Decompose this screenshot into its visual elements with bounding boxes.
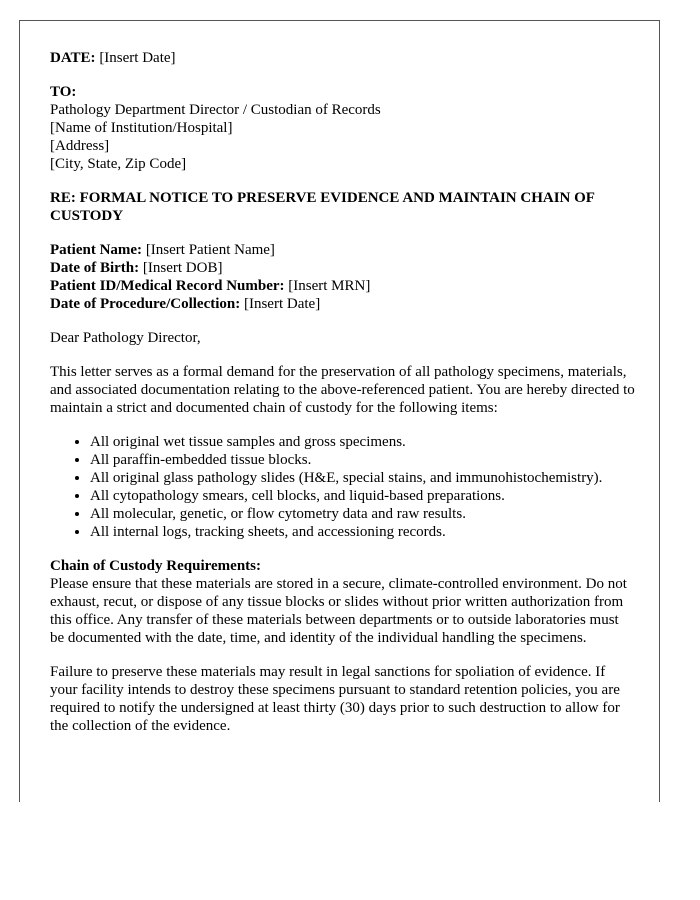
patient-info-value: [Insert Patient Name] [145, 242, 275, 258]
to-label: TO: [50, 84, 77, 100]
patient-info-value: [Insert DOB] [142, 260, 223, 276]
date-line [50, 49, 635, 67]
patient-info-block [50, 241, 635, 313]
subject-line [50, 189, 635, 225]
patient-info-label: Patient Name: [50, 242, 143, 258]
list-item: • All original glass pathology slides (H&E, special stains, and immunohistochemistry). [90, 469, 635, 487]
letter-body [50, 49, 635, 751]
patient-info-row [50, 295, 635, 313]
patient-info-label: Patient ID/Medical Record Number: [50, 278, 285, 294]
recipient-block [50, 83, 635, 173]
list-item: • All internal logs, tracking sheets, and accessioning records. [90, 523, 635, 541]
list-item: • All molecular, genetic, or flow cytometry data and raw results. [90, 505, 635, 523]
letter-page [19, 20, 660, 802]
patient-info-value: [Insert MRN] [288, 278, 371, 294]
recipient-line: [Name of Institution/Hospital] [50, 120, 233, 136]
chain-of-custody-section [50, 557, 635, 647]
list-item: • All cytopathology smears, cell blocks, and liquid-based preparations. [90, 487, 635, 505]
patient-info-value: [Insert Date] [243, 296, 321, 312]
recipient-line: [City, State, Zip Code] [50, 156, 187, 172]
patient-info-row [50, 259, 635, 277]
preservation-items-list [50, 433, 635, 541]
patient-info-label: Date of Procedure/Collection: [50, 296, 241, 312]
salutation: Dear Pathology Director, [50, 330, 201, 346]
intro-paragraph: This letter serves as a formal demand for the preservation of all pathology specimens, materials, and associated documentation relating to the above-referenced patient. You are hereby directed to maintain a strict and documented chain of custody for the following items: [50, 364, 635, 416]
patient-info-row [50, 241, 635, 259]
date-label: DATE: [50, 50, 96, 66]
recipient-line: [Address] [50, 138, 110, 154]
chain-heading: Chain of Custody Requirements: [50, 558, 261, 574]
closing-paragraph: Failure to preserve these materials may result in legal sanctions for spoliation of evidence. If your facility intends to destroy these specimens pursuant to standard retention policies, you are required to notify the undersigned at least thirty (30) days prior to such destruction to allow for the collection of the evidence. [50, 664, 620, 734]
list-item: • All original wet tissue samples and gross specimens. [90, 433, 635, 451]
list-item: • All paraffin-embedded tissue blocks. [90, 451, 635, 469]
date-value: [Insert Date] [99, 50, 176, 66]
patient-info-row [50, 277, 635, 295]
patient-info-label: Date of Birth: [50, 260, 140, 276]
subject-text: RE: FORMAL NOTICE TO PRESERVE EVIDENCE AND MAINTAIN CHAIN OF CUSTODY [50, 190, 595, 224]
recipient-line: Pathology Department Director / Custodian of Records [50, 102, 381, 118]
chain-body: Please ensure that these materials are stored in a secure, climate-controlled environment. Do not exhaust, recut, or dispose of any tissue blocks or slides without prior written authorization from this office. Any transfer of these materials between departments or to outside laboratories must be documented with the date, time, and identity of the individual handling the specimens. [50, 576, 627, 646]
